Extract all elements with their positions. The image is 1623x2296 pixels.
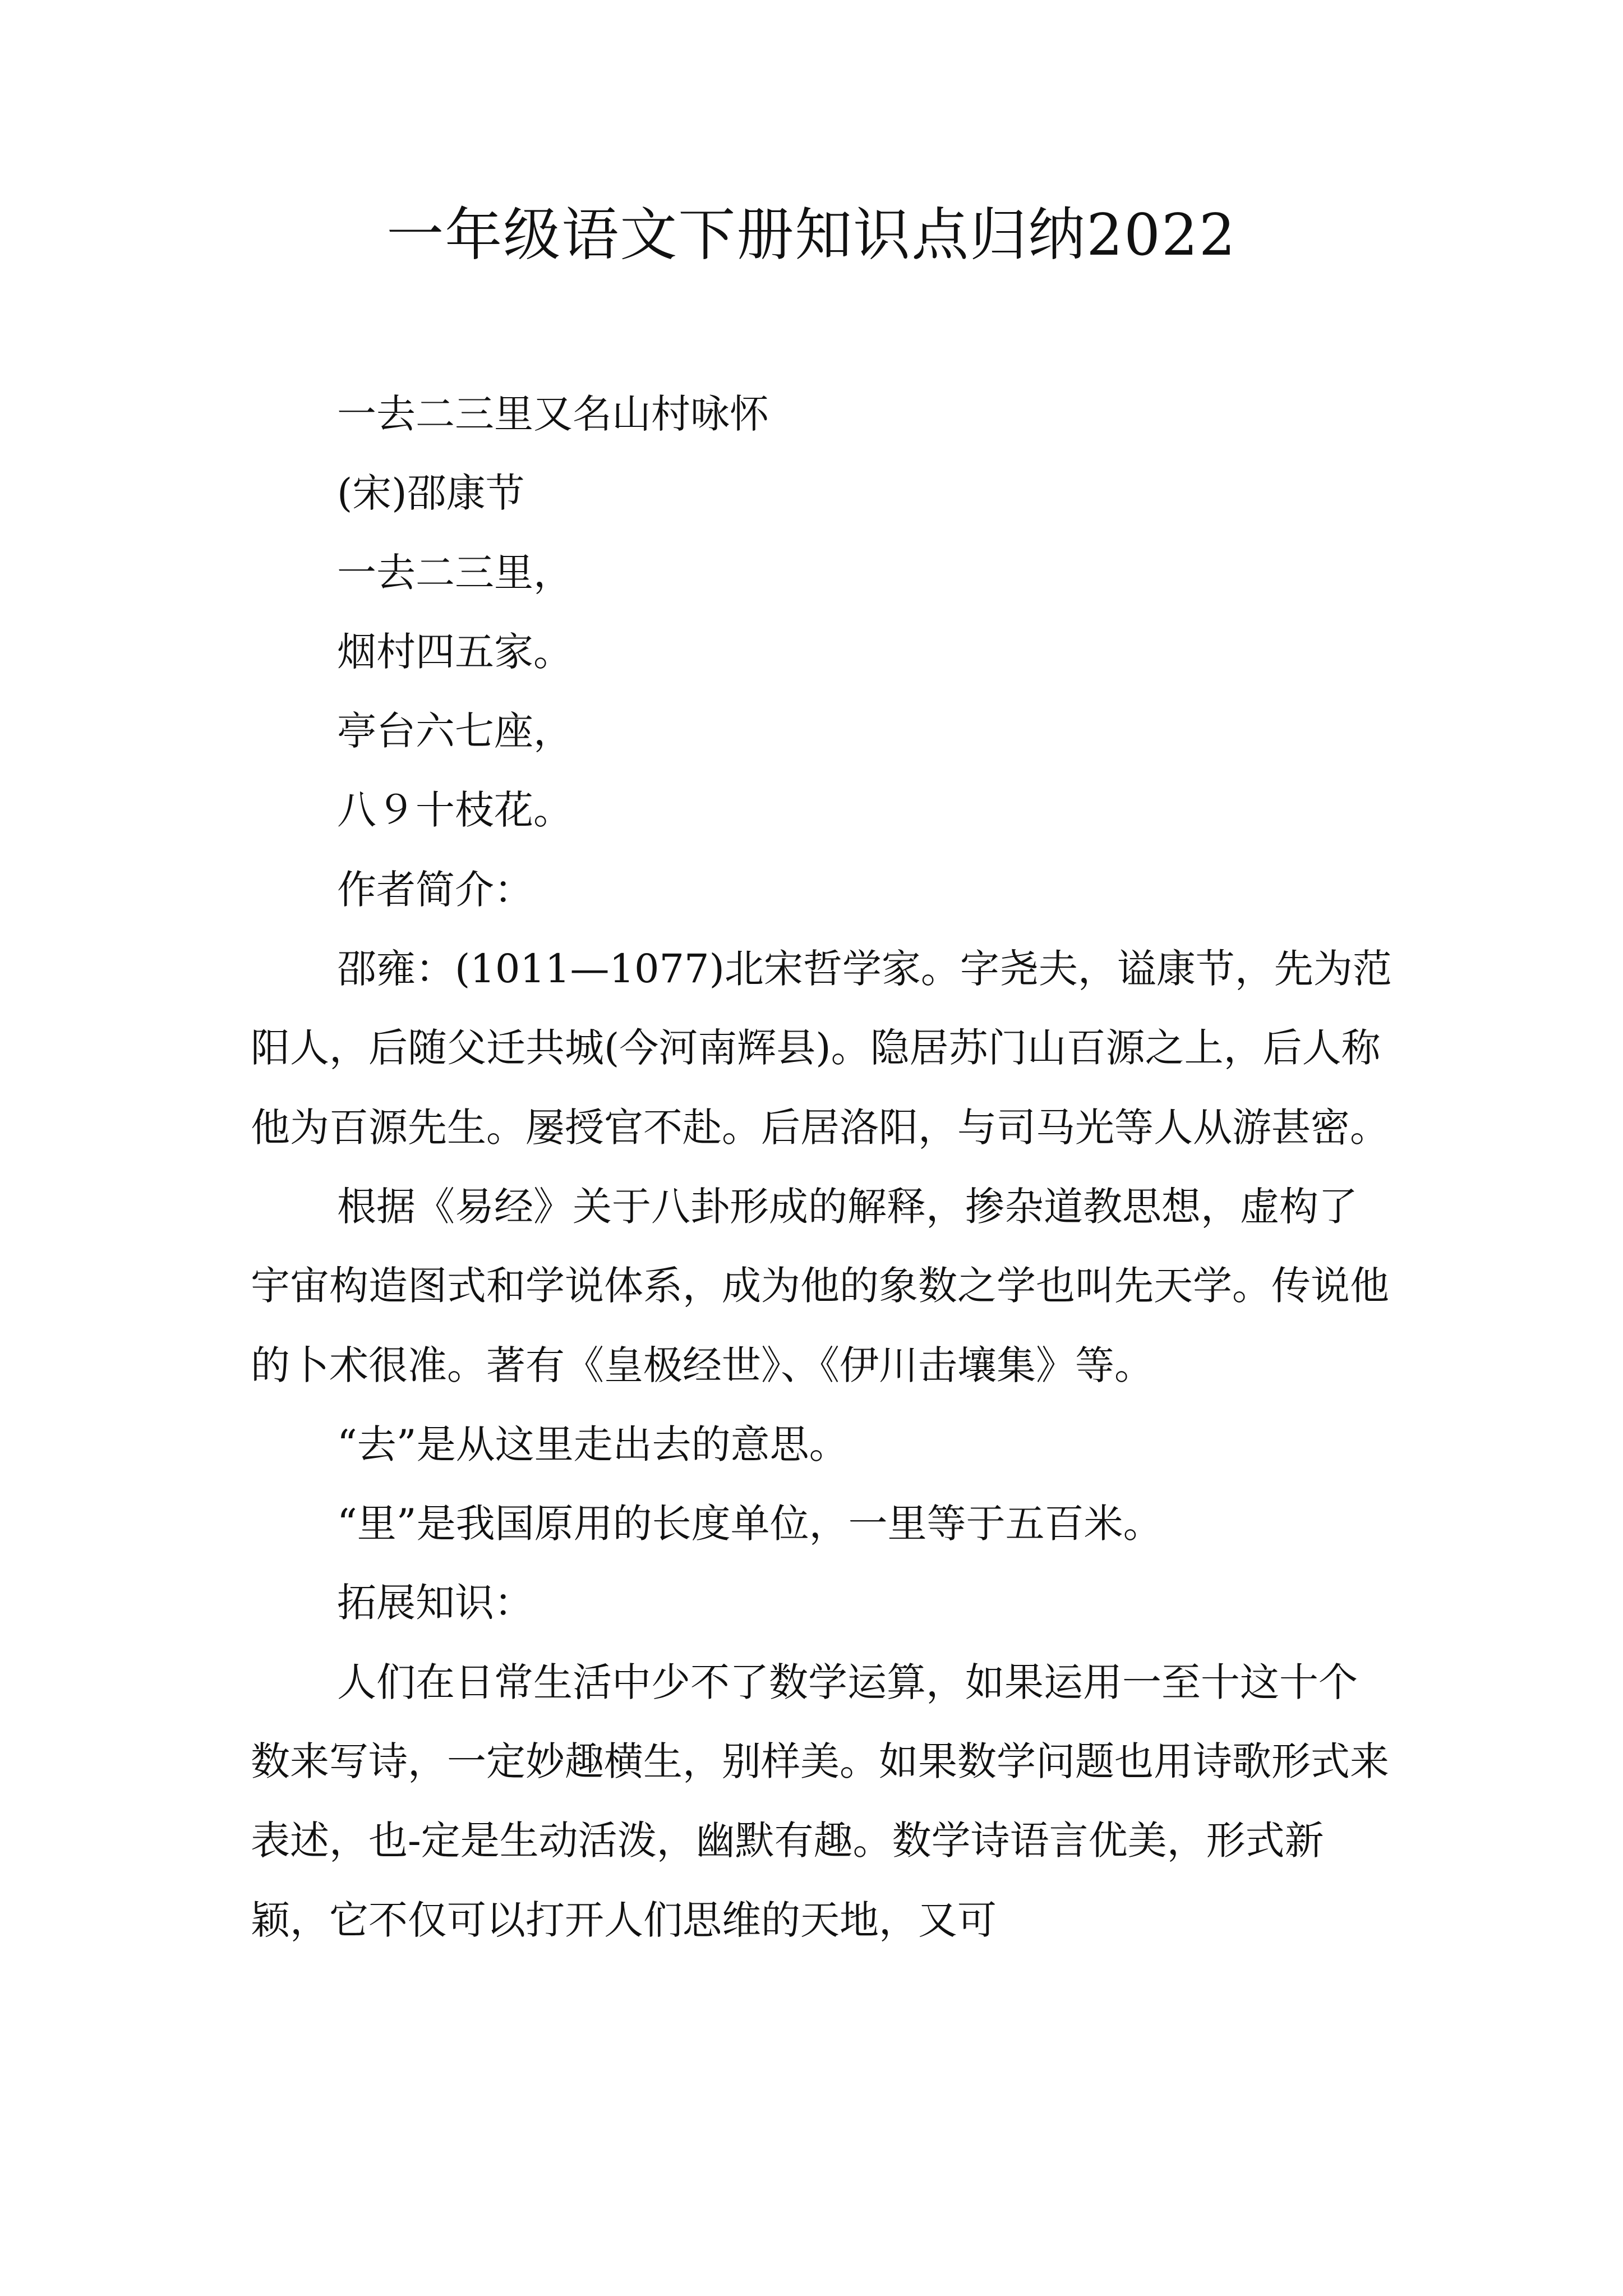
paragraph: 人们在日常生活中少不了数学运算，如果运用一至十这十个数来写诗，一定妙趣横生，别样美。如果数学问题也用诗歌形式来表述，也-定是生动活泼，幽默有趣。数学诗语言优美，形式新颖，它不仅可以打开人们思维的天地，又可 bbox=[251, 1659, 1389, 1943]
paragraph: “去”是从这里走出去的意思。 bbox=[337, 1421, 849, 1467]
document-title: 一年级语文下册知识点归纳2022 bbox=[386, 202, 1237, 269]
poem-line: 亭台六七座， bbox=[337, 708, 573, 754]
poem-title: 一去二三里又名山村咏怀 bbox=[337, 391, 769, 437]
poem-author: (宋)邵康节 bbox=[337, 470, 525, 517]
paragraph: “里”是我国原用的长度单位，一里等于五百米。 bbox=[337, 1501, 1163, 1547]
paragraph: 邵雍：(1011—1077)北宋哲学家。字尧夫，谥康节，先为范阳人，后随父迁共城(今河南辉县)。隐居苏门山百源之上，后人称他为百源先生。屡授官不赴。后居洛阳，与司马光等人从游甚密。 bbox=[251, 946, 1392, 1151]
poem-line: 八９十枝花。 bbox=[337, 787, 573, 834]
poem-line: 烟村四五家。 bbox=[337, 628, 573, 675]
poem-line: 一去二三里， bbox=[337, 549, 573, 596]
section-heading-author: 作者简介： bbox=[337, 866, 533, 913]
document-body bbox=[251, 375, 1395, 1960]
paragraph: 根据《易经》关于八卦形成的解释，掺杂道教思想，虚构了宇宙构造图式和学说体系，成为他的象数之学也叫先天学。传说他的卜术很准。著有《皇极经世》、《伊川击壤集》等。 bbox=[251, 1183, 1389, 1388]
section-heading-extension: 拓展知识： bbox=[337, 1580, 533, 1626]
